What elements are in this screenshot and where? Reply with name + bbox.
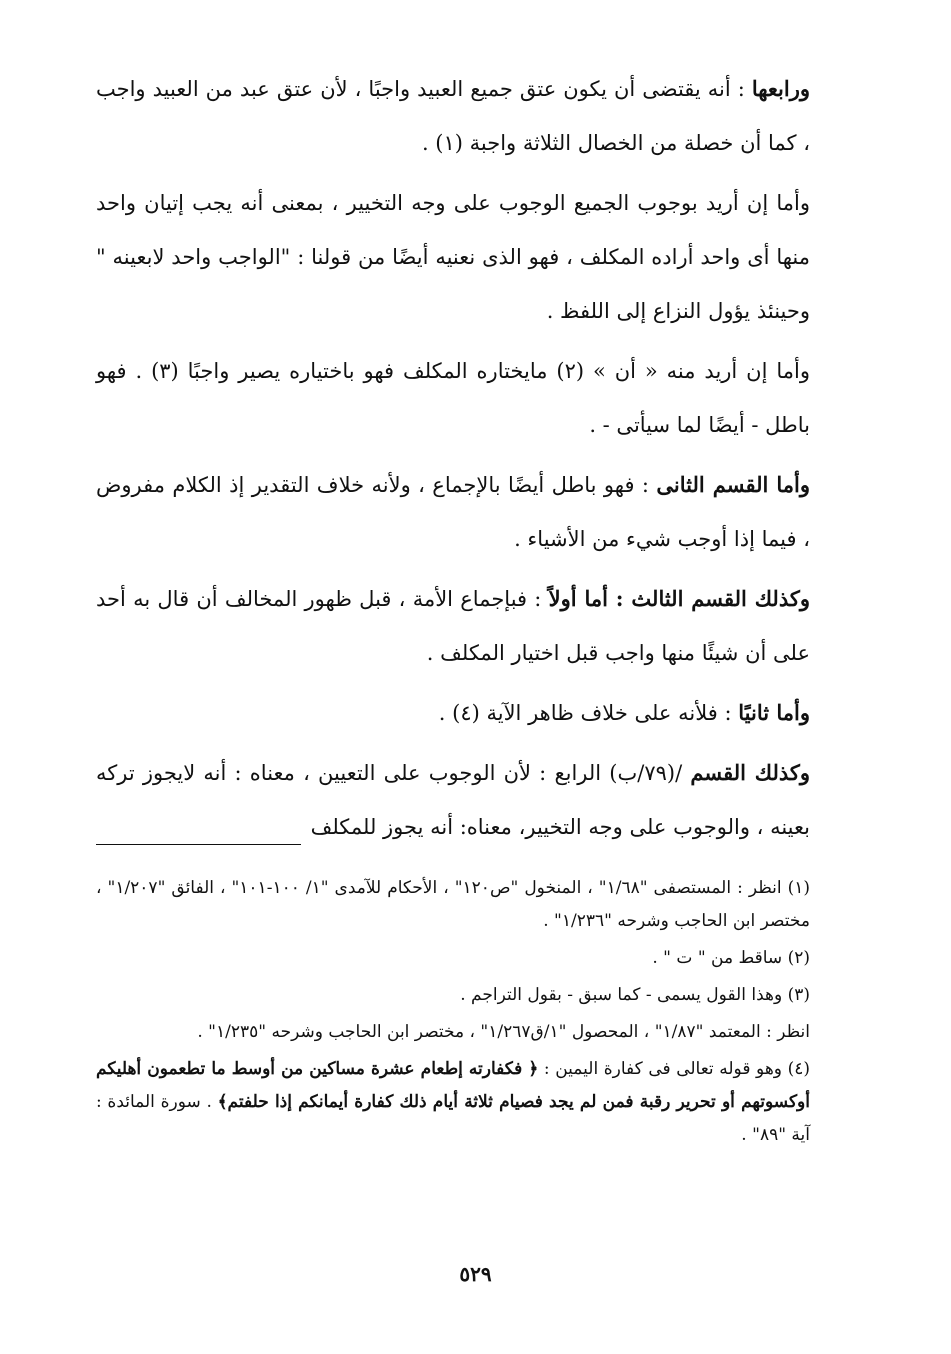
footnote-4-verse: ﴿ فكفارته إطعام عشرة مساكين من أوسط ما تطعمون أهليكم أوكسوتهم أو تحرير رقبة فمن لم يجد فصيام ثلاثة أيام ذلك كفارة أيمانكم إذا حلفتم﴾ [96,1059,810,1112]
paragraph-5-text: : فبإجماع الأمة ، قبل ظهور المخالف أن قال به أحد على أن شيئًا منها واجب قبل اختيار المكلف . [96,587,810,665]
paragraph-7 [96,746,810,854]
paragraph-6-text: : فلأنه على خلاف ظاهر الآية (٤) . [438,701,739,725]
footnotes [96,872,810,1156]
paragraph-4-lead: وأما القسم الثانى [656,472,810,497]
paragraph-4-text: : فهو باطل أيضًا بالإجماع ، ولأنه خلاف التقدير إذ الكلام مفروض ، فيما إذا أوجب شيء من الأشياء . [96,473,810,551]
paragraph-7-text: /(٧٩/ب) الرابع : لأن الوجوب على التعيين ، معناه : أنه لايجوز تركه بعينه ، والوجوب على وجه التخيير، معناه: أنه يجوز للمكلف [96,761,810,839]
paragraph-3-text: وأما إن أريد منه « أن » (٢) مايختاره المكلف فهو باختياره يصير واجبًا (٣) . فهو باطل - أيضًا لما سيأتى - . [96,359,810,437]
paragraph-6-lead: وأما ثانيًا [738,700,810,725]
page-number: ٥٢٩ [459,1262,492,1286]
paragraph-5-lead: وكذلك القسم الثالث : أما أولاً [548,586,810,611]
footnote-4-source: . سورة المائدة : آية "٨٩" . [96,1092,810,1145]
paragraph-2-text: وأما إن أريد بوجوب الجميع الوجوب على وجه التخيير ، بمعنى أنه يجب إتيان واحد منها أى واحد أراده المكلف ، فهو الذى نعنيه أيضًا من قولنا : "الواجب واحد لابعينه " وحينئذ يؤول النزاع إلى اللفظ . [96,191,810,323]
paragraph-1-lead: ورابعها [751,76,810,101]
footnote-2: (٢) ساقط من " ت " . [652,948,810,968]
footnote-3: (٣) وهذا القول يسمى - كما سبق - بقول التراجم . [460,985,810,1005]
paragraph-1-text: : أنه يقتضى أن يكون عتق جميع العبيد واجبًا ، لأن عتق عبد من العبيد واجب ، كما أن خصلة من الخصال الثلاثة واجبة (١) . [96,77,810,155]
paragraph-7-lead: وكذلك القسم [690,760,810,785]
paragraph-2 [96,176,810,338]
footnote-4-intro: (٤) وهو قوله تعالى فى كفارة اليمين : [538,1059,810,1079]
paragraph-5 [96,572,810,680]
footnote-1: (١) انظر : المستصفى "١/٦٨" ، المنخول "ص١٢٠" ، الأحكام للآمدى "١/ ١٠٠-١٠١" ، الفائق "١/٢٠٧" ، مختصر ابن الحاجب وشرحه "١/٢٣٦" . [96,878,811,931]
document-page [96,62,811,1145]
paragraph-1 [96,62,810,170]
paragraph-4 [96,458,810,566]
footnote-4 [96,1053,810,1152]
footnote-3-reference: انظر : المعتمد "١/٨٧" ، المحصول "١/ق١/٢٦٧" ، مختصر ابن الحاجب وشرحه "١/٢٣٥" . [197,1022,810,1042]
paragraph-3 [96,344,810,452]
footnote-divider [96,844,301,845]
paragraph-6 [96,686,810,740]
